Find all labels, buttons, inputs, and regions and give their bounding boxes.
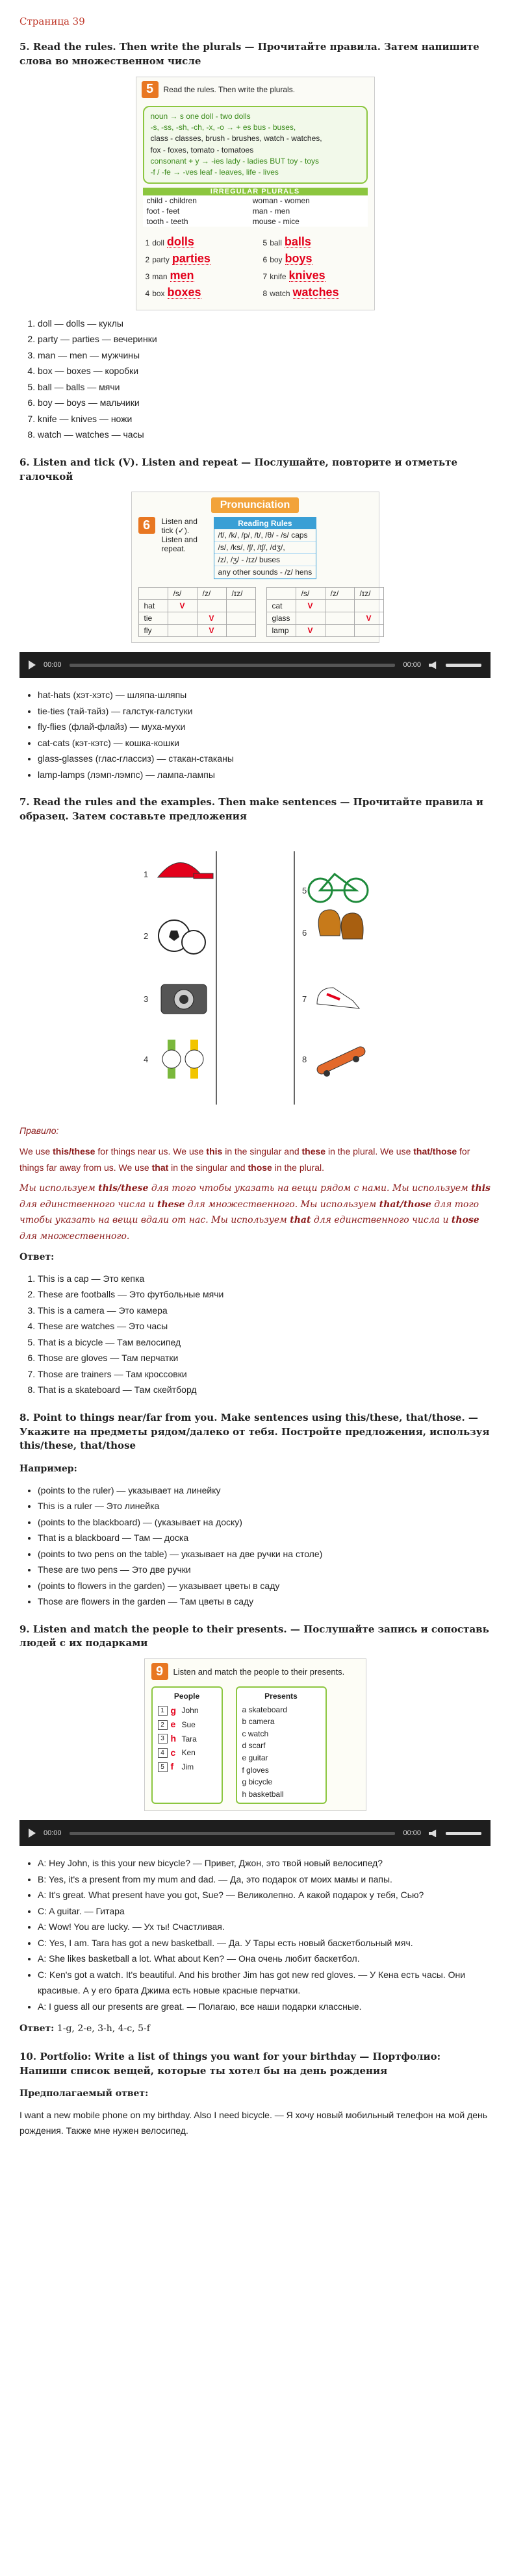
exercise-7-image: [132, 832, 379, 1118]
list-item: 4. box — boxes — коробки: [38, 363, 491, 379]
reading-rule: /s/, /ks/, /ʃ/, /tʃ/, /dʒ/,: [214, 542, 316, 554]
present-item: h basketball: [242, 1789, 284, 1799]
list-item: 6. Those are gloves — Там перчатки: [38, 1350, 491, 1366]
present-item: f gloves: [242, 1765, 269, 1775]
watches-icon: [162, 1040, 203, 1079]
person-row: 4 c Ken: [158, 1746, 216, 1760]
dialogue-line: • A: Hey John, is this your new bicycle? — Привет, Джон, это твой новый велосипед?: [38, 1855, 491, 1871]
rule-line: fox - foxes, tomato - tomatoes: [150, 145, 254, 155]
exercise-9-dialogue: [19, 1855, 491, 2014]
list-item: 3. This is a camera — Это камера: [38, 1303, 491, 1319]
table-row: lamp V: [266, 625, 383, 637]
list-item: 3. man — men — мужчины: [38, 347, 491, 364]
table-row: fly V: [138, 625, 255, 637]
exercise-7-heading: 7. Read the rules and the examples. Then make sentences — Прочитайте правила и образец. Затем составьте предложения: [19, 796, 483, 823]
irregular-cell: child - children: [146, 195, 197, 205]
exercise-5-answer-list: [19, 316, 491, 443]
example-label: Например:: [19, 1464, 77, 1475]
gloves-icon: [318, 910, 363, 939]
people-box: People 1 g John 2 e Sue 3 h Tara 4 c Ken 5 f Jim: [151, 1686, 223, 1804]
item-number: 4: [143, 1054, 148, 1064]
present-item: e guitar: [242, 1753, 268, 1763]
dialogue-line: • C: Ken's got a watch. It's beautiful. And his brother Jim has got new red gloves. — У Кена есть часы. Они красивые. А у его брата Джима есть новые красные перчатки.: [38, 1967, 491, 1999]
exercise-10-heading: 10. Portfolio: Write a list of things you want for your birthday — Портфолио: Напиши список вещей, которые ты хотел бы на день рождения: [19, 2050, 441, 2077]
exercise-instruction: Read the rules. Then write the plurals.: [163, 84, 296, 94]
item-number: 5: [301, 885, 307, 895]
list-item: • This is a ruler — Это линейка: [38, 1498, 491, 1514]
list-item: • hat-hats (хэт-хэтс) — шляпа-шляпы: [38, 687, 491, 703]
presents-box: Presents a skateboard b camera c watch d scarf e guitar f gloves g bicycle h basketball: [236, 1686, 327, 1804]
list-item: • These are two pens — Это две ручки: [38, 1562, 491, 1578]
irregular-cell: mouse - mice: [252, 216, 300, 226]
exercise-5-heading: 5. Read the rules. Then write the plurals — Прочитайте правила. Затем напишите слова во множественном числе: [19, 41, 479, 67]
list-item: 7. Those are trainers — Там кроссовки: [38, 1366, 491, 1382]
plural-rules-box: [143, 106, 368, 184]
list-item: 5. That is a bicycle — Там велосипед: [38, 1334, 491, 1351]
table-row: tie V: [138, 612, 255, 625]
dialogue-line: • B: Yes, it's a present from my mum and dad. — Да, это подарок от моих мамы и папы.: [38, 1871, 491, 1888]
irregular-cell: foot - feet: [146, 206, 180, 216]
bicycle-icon: [309, 874, 368, 902]
item-number: 8: [301, 1054, 307, 1064]
suggested-answer-text: I want a new mobile phone on my birthday. Also I need bicycle. — Я хочу новый мобильный телефон на мой день рождения. Также мне нужен велосипед.: [19, 2109, 488, 2136]
audio-player[interactable]: [19, 652, 491, 678]
trainers-icon: [317, 988, 359, 1008]
exercise-number-badge: 9: [151, 1663, 168, 1680]
exercise-6-heading: 6. Listen and tick (V). Listen and repeat — Послушайте, повторите и отметьте галочкой: [19, 456, 457, 482]
rule-text-en: We use this/these for things near us. We use this in the singular and these in the plural. We use that/those for things far away from us. We use that in the singular and those in the plural.: [19, 1146, 470, 1173]
plural-item: 3 man men: [145, 268, 194, 282]
rule-line: -s, -ss, -sh, -ch, -x, -o → + es bus - buses,: [150, 122, 296, 132]
exercise-8-list: [19, 1482, 491, 1610]
irregular-plurals-title: IRREGULAR PLURALS: [143, 188, 368, 195]
things-illustration: [132, 832, 379, 1118]
list-item: 1. This is a cap — Это кепка: [38, 1271, 491, 1287]
reading-rules-box: [214, 517, 317, 579]
plural-item: 7 knife knives: [262, 268, 325, 282]
list-item: 7. knife — knives — ножи: [38, 411, 491, 427]
audio-duration: 00:00: [403, 1829, 421, 1838]
exercise-number-badge: 5: [142, 81, 159, 98]
list-item: • Those are flowers in the garden — Там цветы в саду: [38, 1594, 491, 1610]
audio-player[interactable]: [19, 1820, 491, 1846]
plural-item: 4 box boxes: [145, 285, 201, 299]
reading-rule: /z/, /ʒ/ - /ɪz/ buses: [214, 554, 316, 566]
exercise-9-answer: Ответ: 1-g, 2-e, 3-h, 4-c, 5-f: [19, 2023, 150, 2034]
play-icon[interactable]: [29, 1829, 36, 1838]
exercise-5-image: [136, 77, 375, 310]
person-row: 5 f Jim: [158, 1760, 216, 1774]
list-item: • tie-ties (тай-тайз) — галстук-галстуки: [38, 703, 491, 719]
dialogue-line: • A: I guess all our presents are great. — Полагаю, все наши подарки классные.: [38, 1999, 491, 2015]
pronunciation-banner: Pronunciation: [211, 497, 300, 513]
audio-current-time: 00:00: [44, 661, 62, 669]
irregular-cell: man - men: [252, 206, 290, 216]
table-row: glass V: [266, 612, 383, 625]
list-item: • (points to two pens on the table) — указывает на две ручки на столе): [38, 1546, 491, 1562]
cap-icon: [158, 862, 213, 879]
list-item: • (points to the ruler) — указывает на линейку: [38, 1482, 491, 1499]
present-item: a skateboard: [242, 1705, 287, 1714]
tick-table-left: /s/ /z/ /ɪz/ hat V tie V fly V: [138, 587, 256, 637]
list-item: 6. boy — boys — мальчики: [38, 395, 491, 411]
irregular-cell: tooth - teeth: [146, 216, 188, 226]
present-item: c watch: [242, 1729, 269, 1738]
list-item: 4. These are watches — Это часы: [38, 1318, 491, 1334]
table-row: cat V: [266, 600, 383, 612]
exercise-8-heading: 8. Point to things near/far from you. Make sentences using this/these, that/those. — Укажите на предметы рядом/далеко от тебя. Постройте предложения, используя this/these, that/those: [19, 1411, 490, 1452]
rule-label: Правило:: [19, 1125, 59, 1136]
dialogue-line: • A: It's great. What present have you got, Sue? — Великолепно. А какой подарок у тебя, Сью?: [38, 1887, 491, 1903]
dialogue-line: • A: Wow! You are lucky. — Ух ты! Счастливая.: [38, 1919, 491, 1935]
item-number: 3: [143, 994, 148, 1004]
list-item: • (points to flowers in the garden) — указывает цветы в саду: [38, 1578, 491, 1594]
audio-duration: 00:00: [403, 661, 421, 669]
plural-item: 6 boy boys: [262, 251, 312, 265]
volume-icon[interactable]: [429, 661, 438, 669]
list-item: 1. doll — dolls — куклы: [38, 316, 491, 332]
answer-label: Ответ:: [19, 1252, 55, 1263]
list-item: • That is a blackboard — Там — доска: [38, 1530, 491, 1546]
plural-item: 8 watch watches: [262, 285, 339, 299]
dialogue-line: • C: A guitar. — Гитара: [38, 1903, 491, 1919]
skateboard-icon: [315, 1045, 366, 1077]
reading-rule: /f/, /k/, /p/, /t/, /θ/ - /s/ caps: [214, 529, 316, 542]
page-title: Страница 39: [19, 16, 85, 27]
list-item: • (points to the blackboard) — (указывает на доску): [38, 1514, 491, 1531]
exercise-instruction: Listen and match the people to their presents.: [173, 1666, 345, 1677]
plural-item: 2 party parties: [145, 251, 210, 265]
plural-item: 5 ball balls: [262, 234, 311, 248]
suggested-answer-label: Предполагаемый ответ:: [19, 2088, 149, 2099]
rule-line: consonant + y → -ies lady - ladies BUT toy - toys: [150, 156, 320, 166]
rule-line: -f / -fe → -ves leaf - leaves, life - lives: [150, 168, 279, 177]
list-item: 2. party — parties — вечеринки: [38, 331, 491, 347]
footballs-icon: [159, 920, 205, 954]
rule-line: noun → s one doll - two dolls: [150, 111, 251, 121]
person-row: 1 g John: [158, 1704, 216, 1718]
reading-rule: any other sounds - /z/ hens: [214, 566, 316, 579]
table-row: hat V: [138, 600, 255, 612]
list-item: 8. watch — watches — часы: [38, 427, 491, 443]
item-number: 6: [301, 927, 307, 938]
list-item: • cat-cats (кэт-кэтс) — кошка-кошки: [38, 735, 491, 751]
exercise-9-heading: 9. Listen and match the people to their presents. — Послушайте запись и сопоставь людей с их подарками: [19, 1623, 489, 1649]
list-item: • lamp-lamps (лэмп-лэмпс) — лампа-лампы: [38, 767, 491, 783]
item-number: 1: [143, 869, 148, 879]
reading-rules-title: Reading Rules: [214, 518, 316, 529]
item-number: 7: [301, 994, 307, 1004]
volume-slider[interactable]: [446, 664, 481, 667]
list-item: 2. These are footballs — Это футбольные мячи: [38, 1286, 491, 1303]
list-item: 8. That is a skateboard — Там скейтборд: [38, 1382, 491, 1398]
exercise-6-image: [131, 492, 379, 643]
dialogue-line: • A: She likes basketball a lot. What about Ken? — Она очень любит баскетбол.: [38, 1951, 491, 1967]
person-row: 3 h Tara: [158, 1732, 216, 1746]
present-item: g bicycle: [242, 1777, 273, 1787]
volume-slider[interactable]: [446, 1832, 481, 1835]
tick-table-right: /s/ /z/ /ɪz/ cat V glass V lamp V: [266, 587, 384, 637]
volume-icon[interactable]: [429, 1829, 438, 1837]
rule-line: class - classes, brush - brushes, watch - watches,: [150, 134, 322, 144]
audio-current-time: 00:00: [44, 1829, 62, 1838]
rule-text-ru: Мы используем this/these для того чтобы указать на вещи рядом с нами. Мы используем this для единственного числа и these для множественного. Мы используем that/those для того чтобы указать на вещи вдали от нас. Мы используем that для единственного числа и those для множественного.: [19, 1183, 491, 1242]
list-item: 5. ball — balls — мячи: [38, 379, 491, 395]
present-item: d scarf: [242, 1741, 266, 1751]
plural-answers-grid: [136, 231, 374, 310]
irregular-plurals-table: [143, 188, 368, 227]
audio-progress-bar[interactable]: [70, 664, 396, 667]
exercise-9-image: [144, 1658, 366, 1811]
dialogue-line: • C: Yes, I am. Tara has got a new basketball. — Да. У Тары есть новый баскетбольный мяч.: [38, 1935, 491, 1951]
list-item: • fly-flies (флай-флайз) — муха-мухи: [38, 719, 491, 735]
exercise-7-answer-list: [19, 1271, 491, 1398]
person-row: 2 e Sue: [158, 1718, 216, 1732]
list-item: • glass-glasses (глас-глассиз) — стакан-стаканы: [38, 751, 491, 767]
item-number: 2: [143, 931, 148, 941]
present-item: b camera: [242, 1717, 275, 1727]
irregular-cell: woman - women: [252, 195, 310, 205]
exercise-number-badge: 6: [138, 517, 155, 534]
exercise-6-answer-list: [19, 687, 491, 782]
play-icon[interactable]: [29, 660, 36, 669]
plural-item: 1 doll dolls: [145, 234, 194, 248]
exercise-instruction: Listen and tick (✓). Listen and repeat.: [161, 517, 198, 554]
audio-progress-bar[interactable]: [70, 1832, 396, 1835]
camera-icon: [161, 984, 207, 1014]
